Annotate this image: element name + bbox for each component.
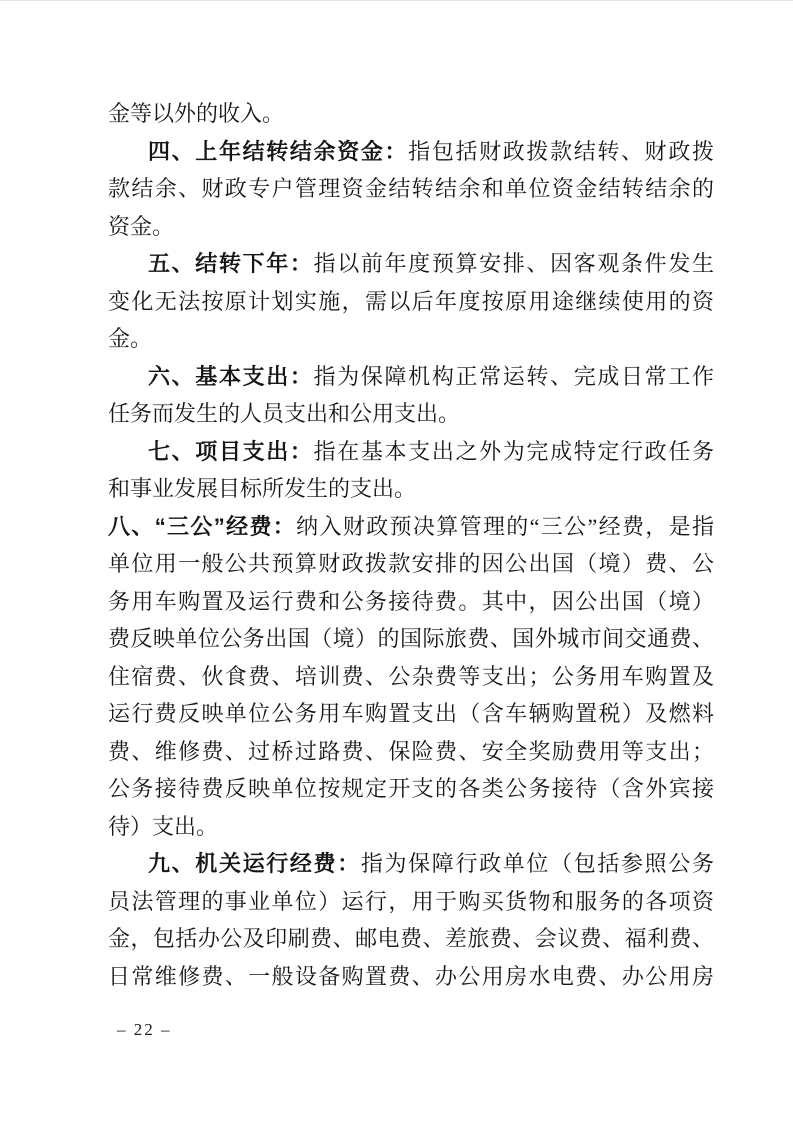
line-text: 公务接待费反映单位按规定开支的各类公务接待（含外宾接	[108, 776, 714, 801]
text-line	[108, 245, 714, 283]
text-line	[108, 695, 714, 733]
paragraph-head: 八、“三公”经费：	[108, 513, 297, 539]
document-body	[108, 95, 714, 995]
line-text: 指为保障机构正常运转、完成日常工作	[313, 363, 714, 389]
text-line	[108, 583, 714, 621]
text-line	[108, 95, 714, 133]
paragraph-head: 九、机关运行经费：	[148, 851, 361, 876]
page-number: – 22 –	[117, 1020, 172, 1039]
text-line	[108, 508, 714, 546]
line-text: 务用车购置及运行费和公务接待费。其中，因公出国（境）	[108, 588, 714, 614]
line-text: 任务而发生的人员支出和公用支出。	[108, 401, 461, 426]
paragraph-head: 六、基本支出：	[148, 363, 314, 389]
text-line	[108, 658, 714, 696]
text-line	[108, 545, 714, 583]
text-line	[108, 395, 714, 433]
line-text: 费反映单位公务出国（境）的国际旅费、国外城市间交通费、	[108, 626, 714, 651]
line-text: 运行费反映单位公务用车购置支出（含车辆购置税）及燃料	[108, 701, 714, 726]
line-text: 款结余、财政专户管理资金结转结余和单位资金结转结余的	[108, 176, 714, 201]
text-line	[108, 620, 714, 658]
line-text: 纳入财政预决算管理的“三公”经费，是指	[296, 513, 714, 539]
text-line	[108, 320, 714, 358]
text-line	[108, 770, 714, 808]
text-line	[108, 433, 714, 471]
text-line	[108, 808, 714, 846]
line-text: 待）支出。	[108, 813, 219, 839]
text-line	[108, 358, 714, 396]
text-line	[108, 133, 714, 171]
paragraph-head: 五、结转下年：	[148, 251, 314, 276]
line-text: 指以前年度预算安排、因客观条件发生	[313, 251, 714, 276]
line-text: 和事业发展目标所发生的支出。	[108, 476, 417, 501]
line-text: 费、维修费、过桥过路费、保险费、安全奖励费用等支出；	[108, 738, 714, 764]
line-text: 员法管理的事业单位）运行，用于购买货物和服务的各项资	[108, 888, 714, 914]
text-line	[108, 170, 714, 208]
text-line	[108, 958, 714, 996]
text-line	[108, 208, 714, 246]
text-line	[108, 920, 714, 958]
line-text: 单位用一般公共预算财政拨款安排的因公出国（境）费、公	[108, 551, 714, 576]
line-text: 日常维修费、一般设备购置费、办公用房水电费、办公用房	[108, 963, 714, 989]
line-text: 金。	[108, 326, 153, 351]
text-line	[108, 470, 714, 508]
text-line	[108, 845, 714, 883]
line-text: 指在基本支出之外为完成特定行政任务	[313, 438, 714, 464]
line-text: 金，包括办公及印刷费、邮电费、差旅费、会议费、福利费、	[108, 926, 714, 951]
text-line	[108, 733, 714, 771]
line-text: 指包括财政拨款结转、财政拨	[408, 138, 714, 164]
text-line	[108, 883, 714, 921]
line-text: 资金。	[108, 213, 175, 239]
paragraph-head: 四、上年结转结余资金：	[148, 138, 409, 164]
text-line	[108, 283, 714, 321]
line-text: 指为保障行政单位（包括参照公务	[360, 851, 714, 876]
paragraph-head: 七、项目支出：	[148, 438, 314, 464]
line-text: 住宿费、伙食费、培训费、公杂费等支出；公务用车购置及	[108, 663, 714, 689]
line-text: 金等以外的收入。	[108, 101, 285, 126]
line-text: 变化无法按原计划实施，需以后年度按原用途继续使用的资	[108, 288, 714, 314]
